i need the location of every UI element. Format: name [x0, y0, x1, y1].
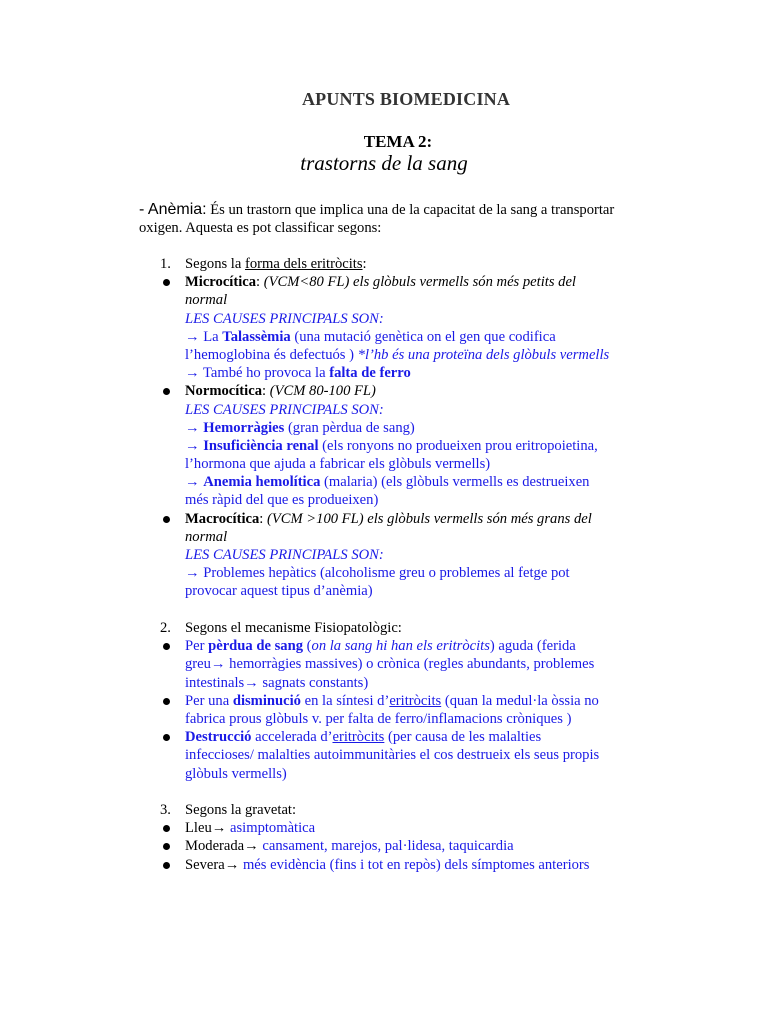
- severity-label: Moderada→: [185, 838, 263, 855]
- cause-text: l’hormona que ajuda a fabricar els glòbuls vermells): [185, 456, 491, 473]
- cause-term: Hemorràgies: [203, 419, 285, 436]
- bullet-icon: [163, 734, 170, 741]
- intro-lead: - Anèmia:: [139, 201, 207, 218]
- causes-heading-row: [0, 401, 768, 419]
- item-text: fabrica prous glòbuls v. per falta de ferro/inflamacions cròniques ): [185, 710, 572, 727]
- cause-row: [0, 564, 768, 582]
- continuation-line: [0, 765, 768, 783]
- continuation-line: [0, 528, 768, 546]
- causes-heading: LES CAUSES PRINCIPALS SON:: [185, 401, 384, 418]
- bullet-icon: [163, 698, 170, 705]
- continuation-line: [0, 291, 768, 309]
- bullet-icon: [163, 516, 170, 523]
- causes-heading-row: [0, 310, 768, 328]
- bullet-icon: [163, 862, 170, 869]
- list-item-microcytic: [0, 273, 768, 291]
- heading-text: Segons la: [185, 256, 245, 272]
- list-item-normocytic: [0, 382, 768, 400]
- cause-row: [0, 473, 768, 491]
- cause-text: → També ho provoca la: [185, 365, 330, 382]
- document-title: APUNTS BIOMEDICINA: [301, 89, 511, 109]
- bullet-icon: [163, 279, 170, 286]
- cause-row: [0, 455, 768, 473]
- item-text: intestinals→ sagnats constants): [185, 674, 369, 691]
- continuation-line: [0, 655, 768, 673]
- section-number: 3.: [160, 802, 171, 818]
- item-note: on la sang hi han els eritròcits: [311, 638, 490, 655]
- section-number: 1.: [160, 256, 171, 272]
- arrow-text: →: [185, 474, 204, 491]
- cause-text: (gran pèrdua de sang): [284, 419, 415, 436]
- intro-text: És un trastorn que implica una de la capacitat de la sang a transportar: [206, 202, 615, 218]
- colon: :: [256, 274, 264, 291]
- section-pathophysiology: [0, 619, 768, 783]
- intro-paragraph: [139, 201, 659, 237]
- cause-text: → Problemes hepàtics (alcoholisme greu o problemes al fetge pot: [185, 565, 570, 582]
- bullet-icon: [163, 843, 170, 850]
- item-term: Destrucció: [185, 729, 252, 746]
- term: Normocítica: [185, 383, 262, 400]
- item-text: accelerada d’: [251, 729, 333, 746]
- topic-title: trastorns de la sang: [300, 151, 468, 175]
- cause-note: *l’hb és una proteïna dels glòbuls vermells: [357, 346, 610, 363]
- cause-text: més ràpid del que es produeixen): [185, 492, 379, 509]
- list-item-decreased-synthesis: [0, 692, 768, 710]
- description: (VCM<80 FL) els glòbuls vermells són més petits del: [263, 274, 576, 291]
- section-severity: [0, 801, 768, 874]
- section-heading: [0, 255, 768, 273]
- severity-value: cansament, marejos, pal·lidesa, taquicardia: [262, 838, 514, 855]
- cause-text: provocar aquest tipus d’anèmia): [185, 583, 373, 600]
- heading-text: Segons la gravetat:: [185, 802, 297, 818]
- cause-term: falta de ferro: [329, 365, 411, 382]
- item-text: infeccioses/ malalties autoimmunitàries el cos destrueix els seus propis: [185, 747, 600, 764]
- item-underlined: eritròcits: [389, 692, 442, 709]
- cause-row: [0, 582, 768, 600]
- term: Microcítica: [185, 274, 257, 291]
- item-text: Per: [185, 638, 209, 655]
- item-text: greu→ hemorràgies massives) o crònica (regles abundants, problemes: [185, 656, 595, 673]
- bullet-icon: [163, 388, 170, 395]
- list-item-blood-loss: [0, 637, 768, 655]
- description-cont: normal: [185, 528, 228, 545]
- list-item-moderate: [0, 837, 768, 855]
- item-text: en la síntesi d’: [300, 692, 390, 709]
- item-text: glòbuls vermells): [185, 765, 287, 782]
- heading-colon: :: [362, 256, 367, 272]
- continuation-line: [0, 710, 768, 728]
- causes-heading-row: [0, 546, 768, 564]
- section-morphology: [0, 255, 768, 601]
- arrow-text: →: [185, 437, 204, 454]
- topic-number: TEMA 2:: [363, 132, 433, 151]
- cause-text: (una mutació genètica on el gen que codifica: [290, 328, 556, 345]
- bullet-icon: [163, 643, 170, 650]
- cause-text: (els ronyons no produeixen prou eritropoietina,: [318, 437, 598, 454]
- severity-label: Severa→: [185, 856, 243, 873]
- causes-heading: LES CAUSES PRINCIPALS SON:: [185, 310, 384, 327]
- cause-row: [0, 346, 768, 364]
- list-item-destruction: [0, 728, 768, 746]
- description-cont: normal: [185, 292, 228, 309]
- severity-label: Lleu→: [185, 820, 230, 837]
- item-term: disminució: [232, 692, 301, 709]
- cause-row: [0, 491, 768, 509]
- item-term: pèrdua de sang: [208, 638, 303, 655]
- arrow-text: → La: [185, 328, 223, 345]
- item-text: (: [303, 638, 312, 655]
- continuation-line: [0, 746, 768, 764]
- list-item-mild: [0, 819, 768, 837]
- continuation-line: [0, 674, 768, 692]
- item-text: (per causa de les malalties: [384, 729, 542, 746]
- cause-term: Insuficiència renal: [203, 437, 319, 454]
- term: Macrocítica: [185, 510, 260, 527]
- item-underlined: eritròcits: [332, 729, 385, 746]
- severity-value: més evidència (fins i tot en repòs) dels símptomes anteriors: [242, 856, 590, 873]
- section-number: 2.: [160, 620, 171, 636]
- colon: :: [259, 510, 267, 527]
- severity-value: asimptomàtica: [230, 820, 316, 837]
- cause-text: (malaria) (els glòbuls vermells es destrueixen: [320, 474, 590, 491]
- cause-row: [0, 437, 768, 455]
- list-item-severe: [0, 856, 768, 874]
- intro-text-line2: oxigen. Aquesta es pot classificar segons:: [139, 220, 382, 237]
- section-heading: [0, 619, 768, 637]
- description: (VCM 80-100 FL): [269, 383, 376, 400]
- cause-row: [0, 364, 768, 382]
- colon: :: [262, 383, 270, 400]
- bullet-icon: [163, 825, 170, 832]
- cause-row: [0, 328, 768, 346]
- description: (VCM >100 FL) els glòbuls vermells són més grans del: [266, 510, 592, 527]
- item-text: (quan la medul·la òssia no: [441, 692, 599, 709]
- arrow-text: →: [185, 419, 204, 436]
- cause-row: [0, 419, 768, 437]
- section-heading: [0, 801, 768, 819]
- causes-heading: LES CAUSES PRINCIPALS SON:: [185, 547, 384, 563]
- cause-term: Anemia hemolítica: [203, 474, 321, 491]
- heading-text: Segons el mecanisme Fisiopatològic:: [185, 620, 402, 636]
- item-text: Per una: [185, 692, 233, 709]
- heading-underlined: forma dels eritròcits: [245, 256, 363, 272]
- cause-text: l’hemoglobina és defectuós ): [185, 346, 358, 363]
- item-text: ) aguda (ferida: [489, 638, 576, 655]
- cause-term: Talassèmia: [222, 328, 291, 345]
- list-item-macrocytic: [0, 510, 768, 528]
